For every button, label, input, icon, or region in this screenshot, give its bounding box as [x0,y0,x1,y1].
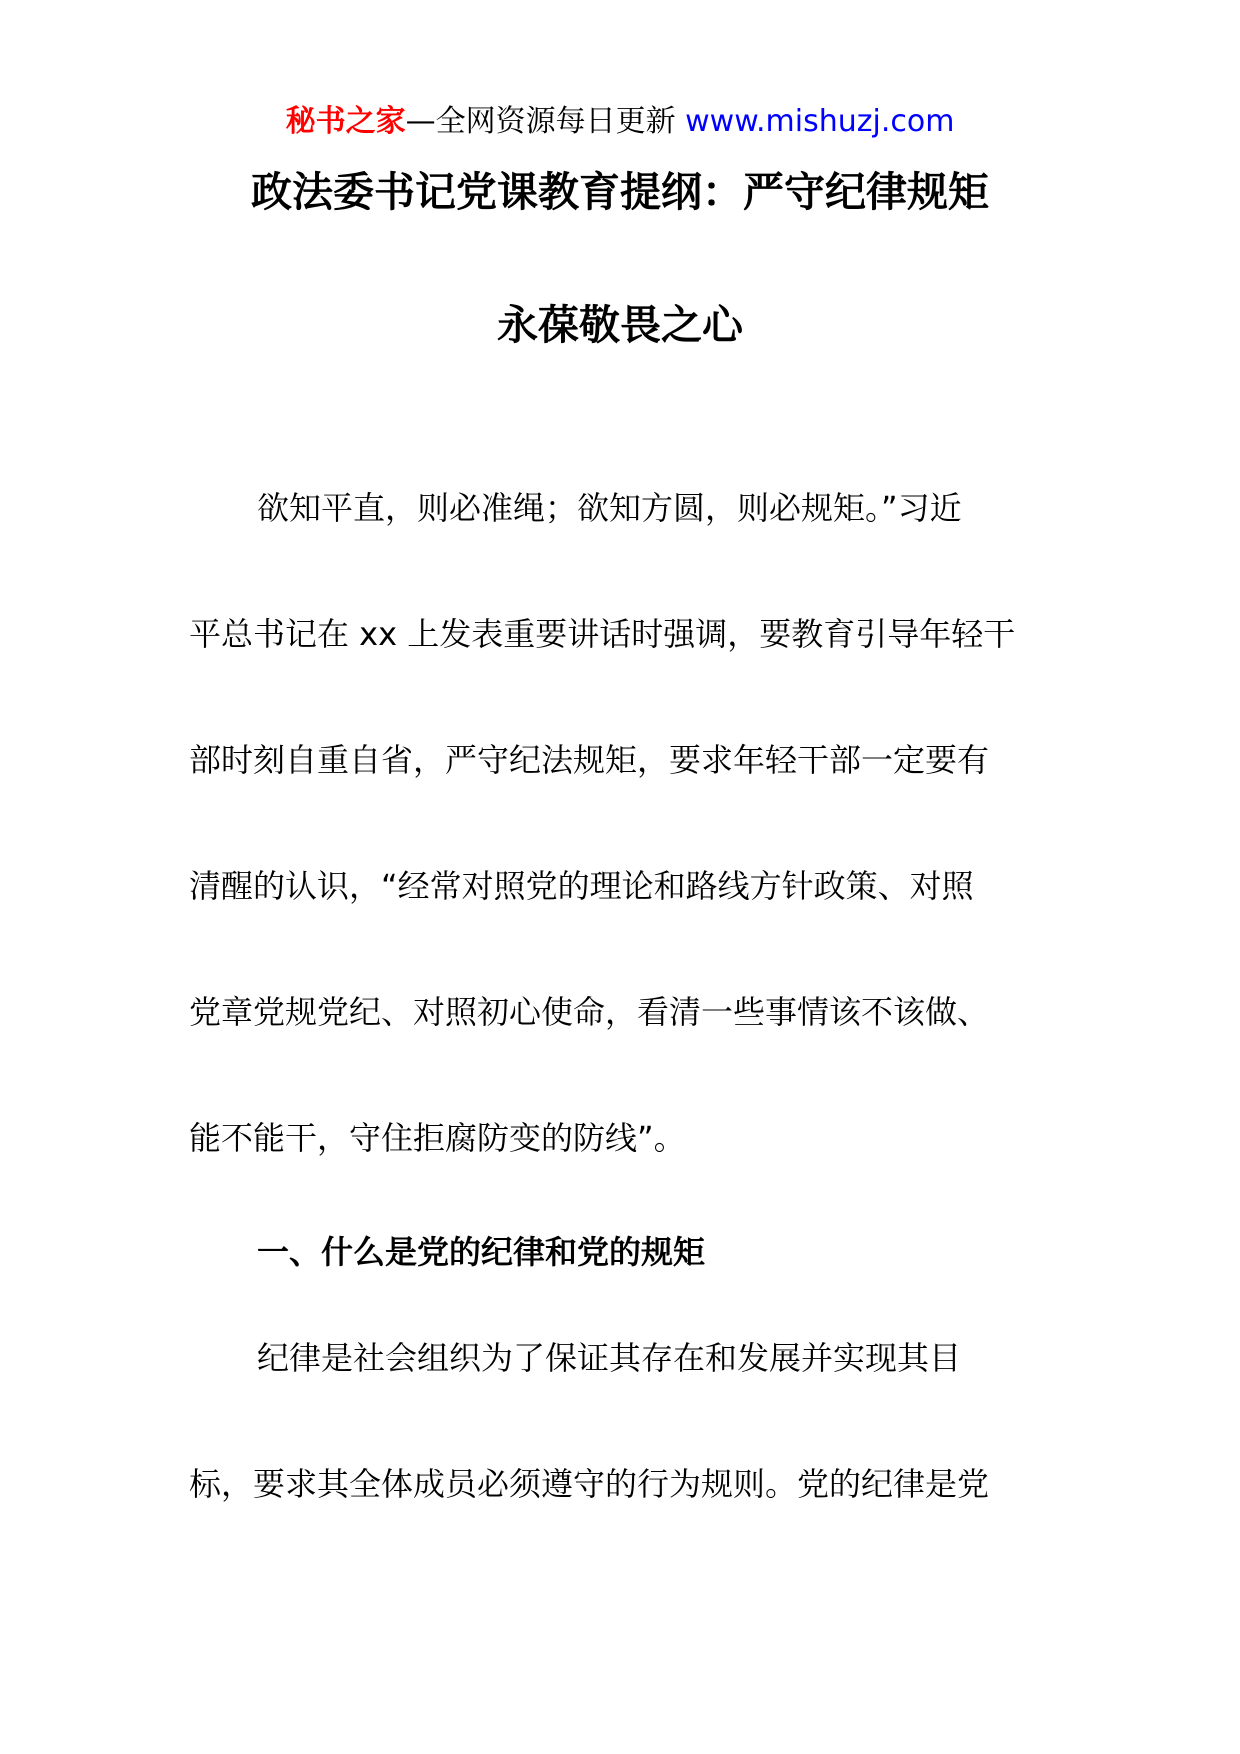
paragraph-1-line-4: 清醒的认识，“经常对照党的理论和路线方针政策、对照 [189,867,974,905]
paragraph-1-line-6: 能不能干，守住拒腐防变的防线”。 [189,1119,686,1157]
brand-name: 秘书之家 [285,104,406,139]
paragraph-1-line-1: 欲知平直，则必准绳；欲知方圆，则必规矩。”习近 [257,489,962,527]
paragraph-1-line-2: 平总书记在 xx 上发表重要讲话时强调，要教育引导年轻干 [189,615,1016,653]
site-url-link[interactable]: www.mishuzj.com [685,104,955,139]
paragraph-2-line-2: 标，要求其全体成员必须遵守的行为规则。党的纪律是党 [189,1465,990,1503]
paragraph-2-line-1: 纪律是社会组织为了保证其存在和发展并实现其目 [257,1339,962,1377]
section-heading-1: 一、什么是党的纪律和党的规矩 [257,1233,706,1271]
paragraph-1-line-3: 部时刻自重自省，严守纪法规矩，要求年轻干部一定要有 [189,741,990,779]
paragraph-1-line-5: 党章党规党纪、对照初心使命，看清一些事情该不该做、 [189,993,990,1031]
document-title-line-1: 政法委书记党课教育提纲：严守纪律规矩 [251,168,989,216]
header-slogan: —全网资源每日更新 [405,104,686,139]
document-title-line-2: 永葆敬畏之心 [497,301,743,349]
site-header [0,102,1240,142]
